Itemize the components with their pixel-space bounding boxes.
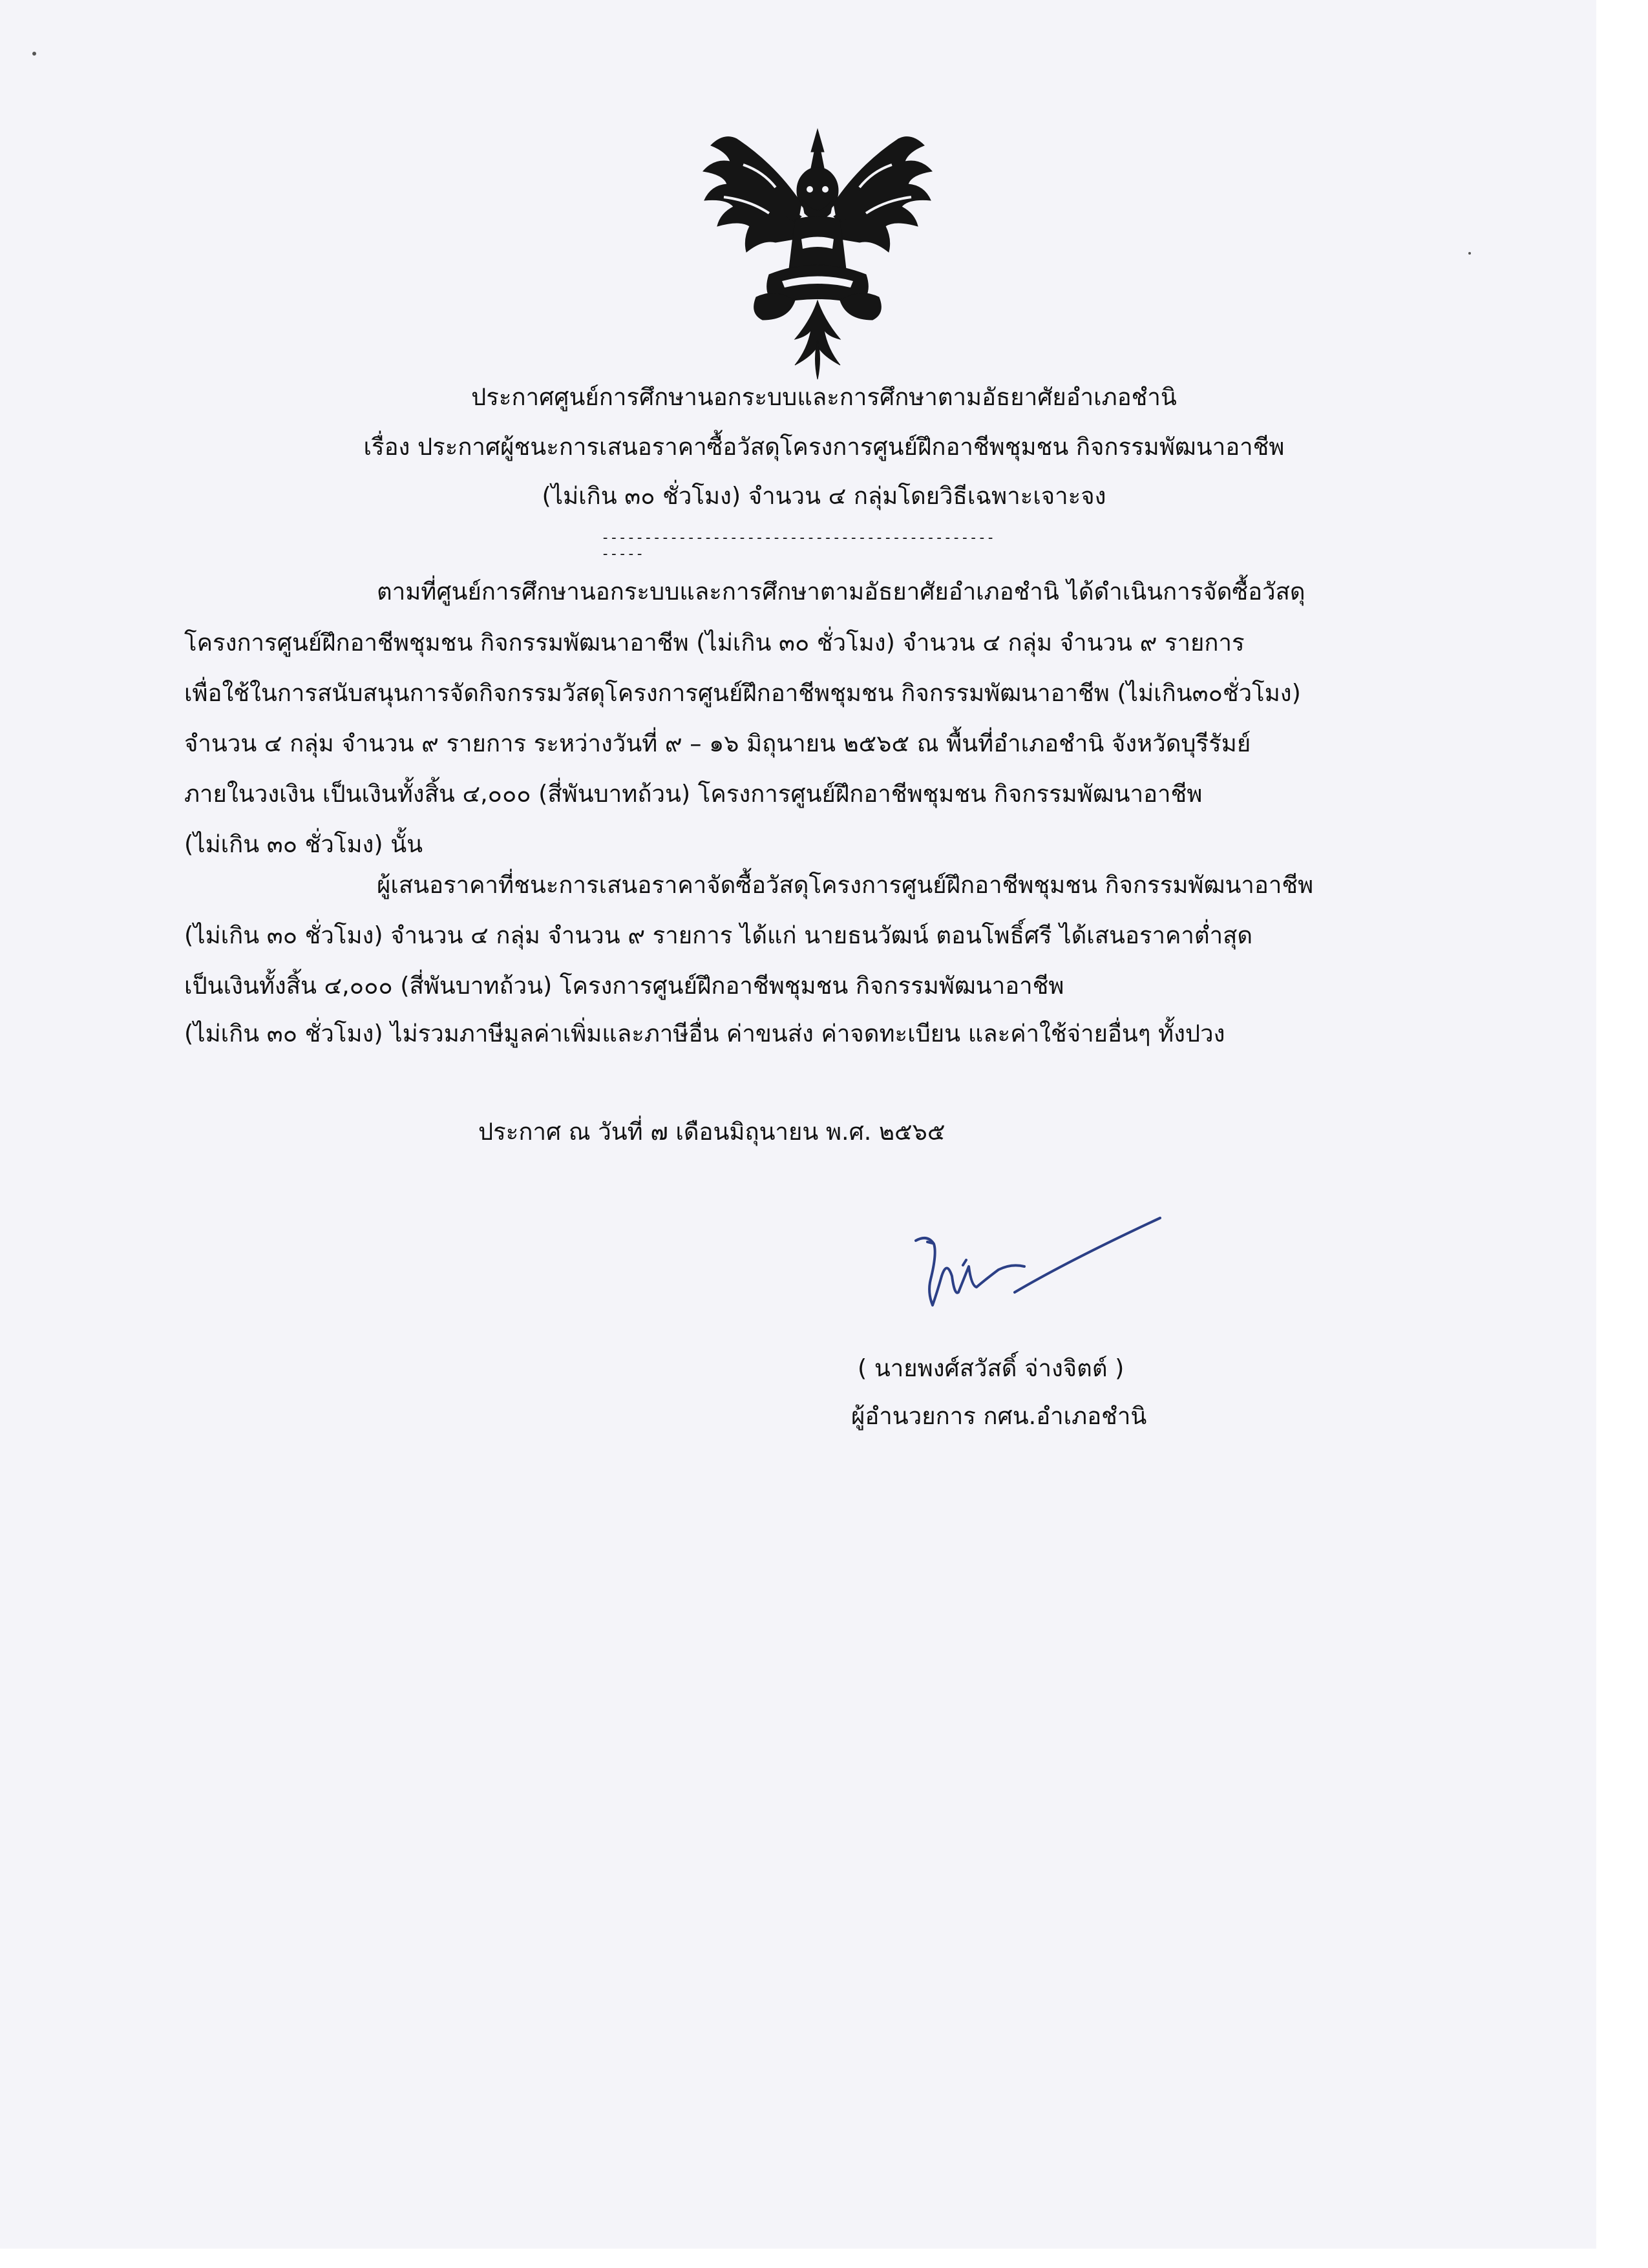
paragraph-line: (ไม่เกิน ๓๐ ชั่วโมง) นั้น	[184, 830, 423, 858]
document-subject-line: เรื่อง ประกาศผู้ชนะการเสนอราคาซื้อวัสดุโครงการศูนย์ฝึกอาชีพชุมชน กิจกรรมพัฒนาอาชีพ	[363, 433, 1285, 461]
document-title: ประกาศศูนย์การศึกษานอกระบบและการศึกษาตามอัธยาศัยอำเภอชำนิ	[471, 383, 1177, 411]
heading-divider: ---------------------------------------------------	[601, 530, 995, 562]
paragraph-line: ผู้เสนอราคาที่ชนะการเสนอราคาจัดซื้อวัสดุโครงการศูนย์ฝึกอาชีพชุมชน กิจกรรมพัฒนาอาชีพ	[377, 871, 1314, 899]
paragraph-line: (ไม่เกิน ๓๐ ชั่วโมง) ไม่รวมภาษีมูลค่าเพิ่มและภาษีอื่น ค่าขนส่ง ค่าจดทะเบียน และค่าใช้จ่ายอื่นๆ ทั้งปวง	[184, 1020, 1225, 1047]
announcement-date: ประกาศ ณ วันที่ ๗ เดือนมิถุนายน พ.ศ. ๒๕๖๕	[478, 1118, 945, 1146]
paragraph-line: ตามที่ศูนย์การศึกษานอกระบบและการศึกษาตามอัธยาศัยอำเภอชำนิ ได้ดำเนินการจัดซื้อวัสดุ	[377, 578, 1305, 605]
scan-edge-bottom	[0, 2249, 1648, 2268]
signatory-name: ( นายพงศ์สวัสดิ์ จ่างจิตต์ )	[858, 1354, 1125, 1382]
garuda-emblem-icon	[698, 126, 937, 381]
paragraph-line: เป็นเงินทั้งสิ้น ๔,๐๐๐ (สี่พันบาทถ้วน) โครงการศูนย์ฝึกอาชีพชุมชน กิจกรรมพัฒนาอาชีพ	[184, 972, 1064, 1000]
paragraph-line: เพื่อใช้ในการสนับสนุนการจัดกิจกรรมวัสดุโครงการศูนย์ฝึกอาชีพชุมชน กิจกรรมพัฒนาอาชีพ (ไม่เกิน๓๐ชั่วโมง)	[184, 679, 1301, 707]
paragraph-line: (ไม่เกิน ๓๐ ชั่วโมง) จำนวน ๔ กลุ่ม จำนวน ๙ รายการ ได้แก่ นายธนวัฒน์ ตอนโพธิ์ศรี ได้เสนอราคาต่ำสุด	[184, 921, 1253, 949]
scan-edge-right	[1596, 0, 1648, 2268]
signatory-position: ผู้อำนวยการ กศน.อำเภอชำนิ	[851, 1402, 1147, 1430]
handwritten-signature	[902, 1215, 1173, 1325]
paragraph-line: โครงการศูนย์ฝึกอาชีพชุมชน กิจกรรมพัฒนาอาชีพ (ไม่เกิน ๓๐ ชั่วโมง) จำนวน ๔ กลุ่ม จำนวน ๙ รายการ	[184, 629, 1245, 656]
scan-speck	[1468, 252, 1471, 255]
scan-speck	[32, 52, 36, 56]
document-subject-line: (ไม่เกิน ๓๐ ชั่วโมง) จำนวน ๔ กลุ่มโดยวิธีเฉพาะเจาะจง	[542, 482, 1106, 510]
paragraph-line: จำนวน ๔ กลุ่ม จำนวน ๙ รายการ ระหว่างวันที่ ๙ – ๑๖ มิถุนายน ๒๕๖๕ ณ พื้นที่อำเภอชำนิ จังหวัดบุรีรัมย์	[184, 730, 1251, 757]
paragraph-line: ภายในวงเงิน เป็นเงินทั้งสิ้น ๔,๐๐๐ (สี่พันบาทถ้วน) โครงการศูนย์ฝึกอาชีพชุมชน กิจกรรมพัฒนาอาชีพ	[184, 780, 1203, 808]
